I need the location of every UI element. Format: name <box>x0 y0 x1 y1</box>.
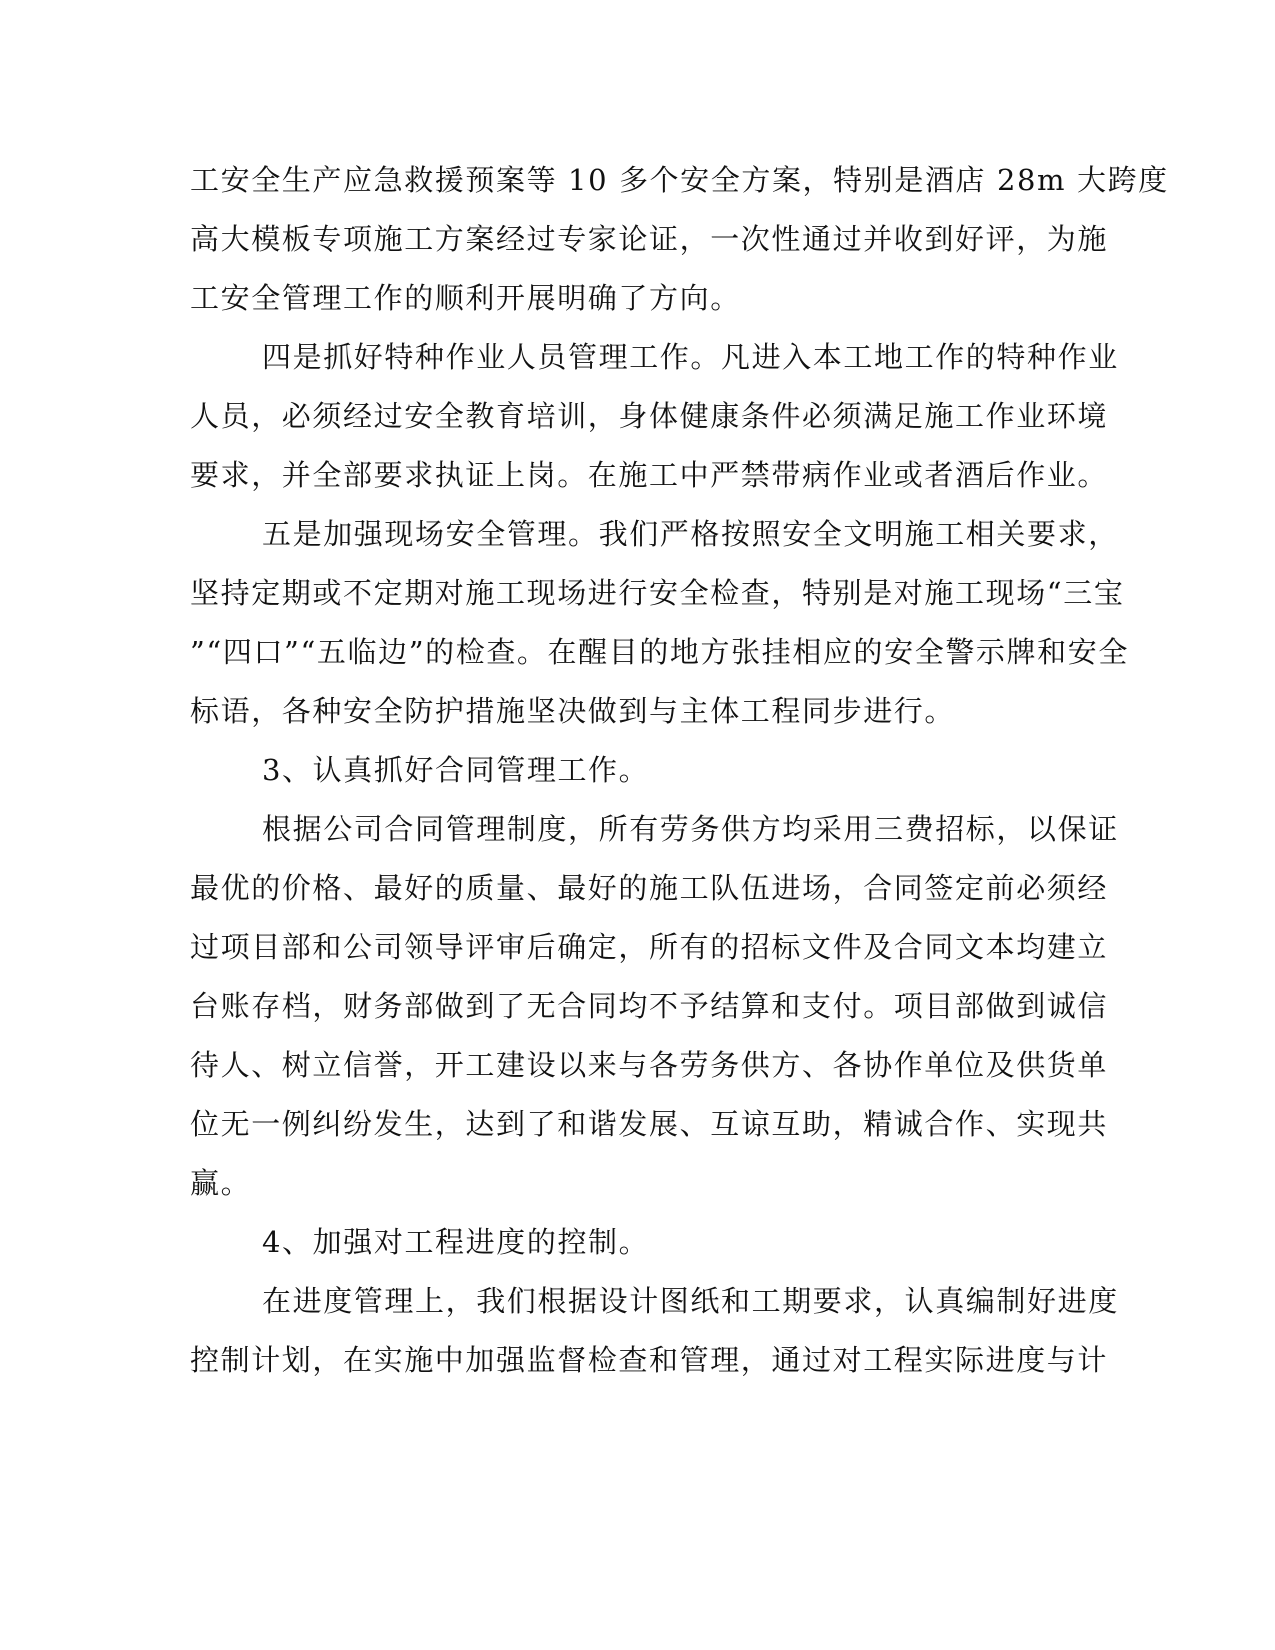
text-line: 坚持定期或不定期对施工现场进行安全检查，特别是对施工现场“三宝 <box>190 576 1125 610</box>
text-line: 要求，并全部要求执证上岗。在施工中严禁带病作业或者酒后作业。 <box>190 458 1109 492</box>
text-line: 赢。 <box>190 1166 252 1200</box>
text-line: 人员，必须经过安全教育培训，身体健康条件必须满足施工作业环境 <box>190 399 1109 433</box>
text-line: 待人、树立信誉，开工建设以来与各劳务供方、各协作单位及供货单 <box>190 1048 1109 1082</box>
paragraph-first-line: 四是抓好特种作业人员管理工作。凡进入本工地工作的特种作业 <box>262 340 1119 374</box>
text-line: 标语，各种安全防护措施坚决做到与主体工程同步进行。 <box>190 694 956 728</box>
text-line: 台账存档，财务部做到了无合同均不予结算和支付。项目部做到诚信 <box>190 989 1109 1023</box>
text-line: 工安全生产应急救援预案等 10 多个安全方案，特别是酒店 28m 大跨度 <box>190 163 1169 197</box>
text-line: ”“四口”“五临边”的检查。在醒目的地方张挂相应的安全警示牌和安全 <box>190 635 1129 669</box>
text-line: 位无一例纠纷发生，达到了和谐发展、互谅互助，精诚合作、实现共 <box>190 1107 1109 1141</box>
text-line: 最优的价格、最好的质量、最好的施工队伍进场，合同签定前必须经 <box>190 871 1109 905</box>
section-heading: 3、认真抓好合同管理工作。 <box>262 753 650 787</box>
paragraph-first-line: 在进度管理上，我们根据设计图纸和工期要求，认真编制好进度 <box>262 1284 1119 1318</box>
text-line: 工安全管理工作的顺利开展明确了方向。 <box>190 281 741 315</box>
paragraph-first-line: 根据公司合同管理制度，所有劳务供方均采用三费招标，以保证 <box>262 812 1119 846</box>
text-line: 控制计划，在实施中加强监督检查和管理，通过对工程实际进度与计 <box>190 1343 1109 1377</box>
text-line: 高大模板专项施工方案经过专家论证，一次性通过并收到好评，为施 <box>190 222 1109 256</box>
section-heading: 4、加强对工程进度的控制。 <box>262 1225 650 1259</box>
paragraph-first-line: 五是加强现场安全管理。我们严格按照安全文明施工相关要求， <box>262 517 1119 551</box>
text-line: 过项目部和公司领导评审后确定，所有的招标文件及合同文本均建立 <box>190 930 1109 964</box>
